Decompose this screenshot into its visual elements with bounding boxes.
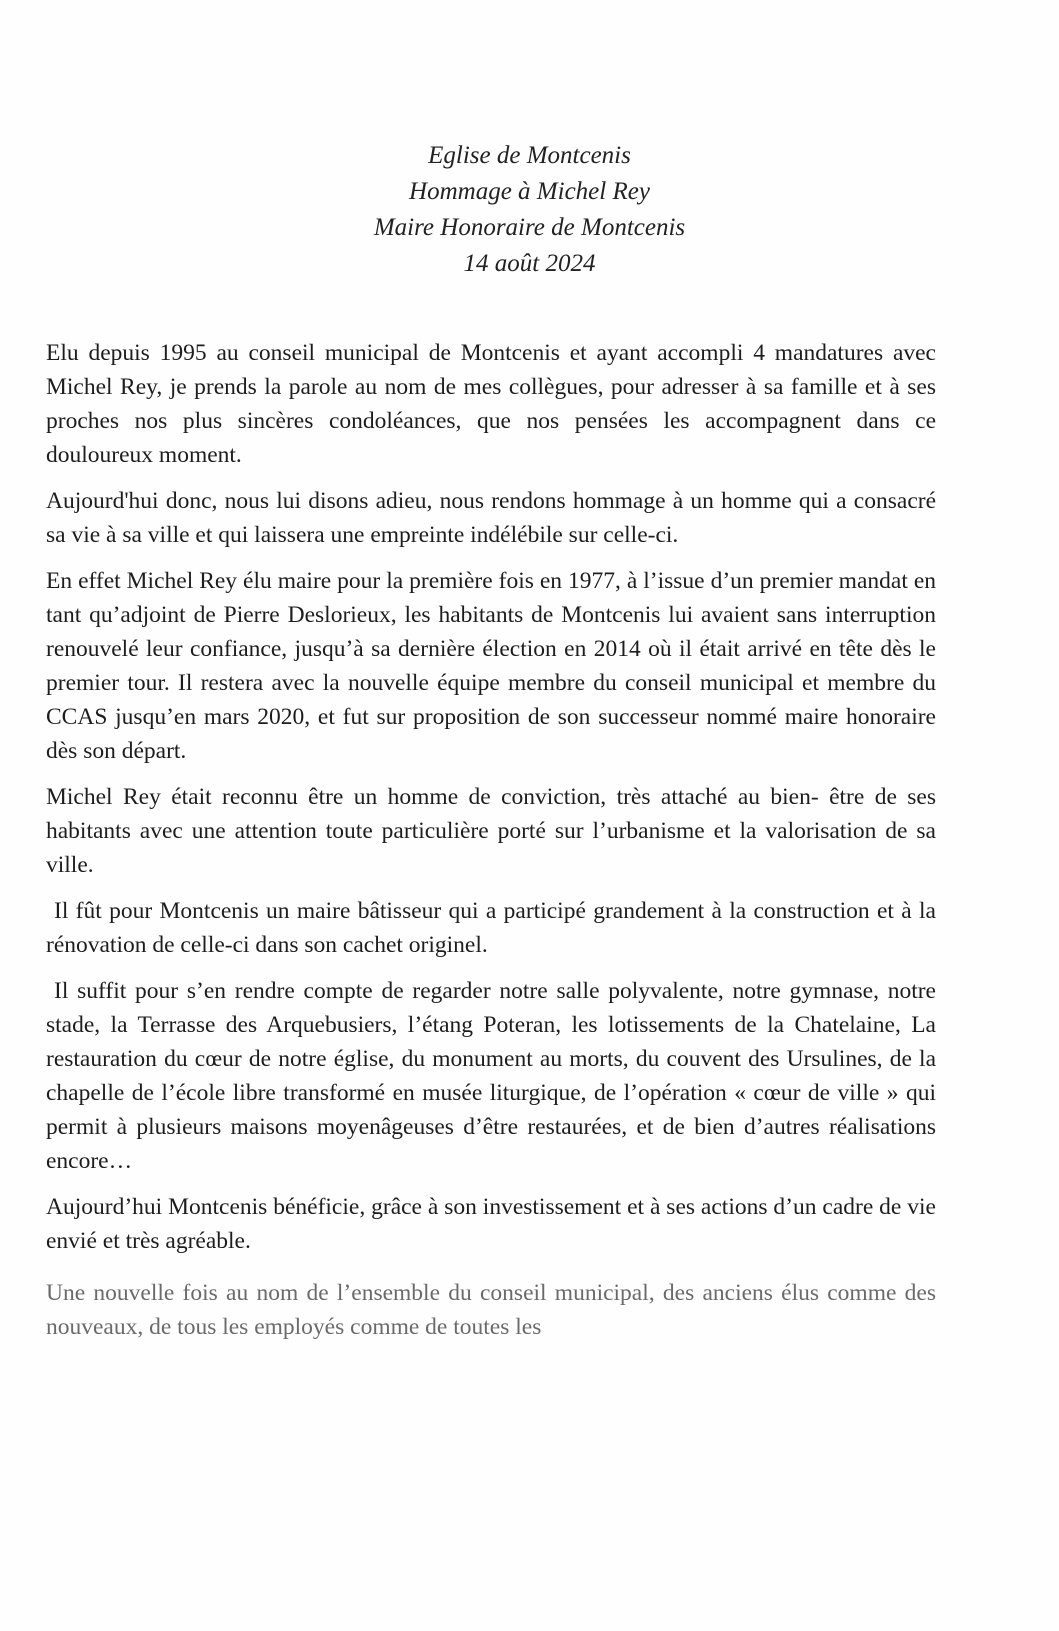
paragraph-condolences: Elu depuis 1995 au conseil municipal de Montcenis et ayant accompli 4 mandatures avec Michel Rey, je prends la parole au nom de mes collègues, pour adresser à sa famille et à ses proches nos plus sincères condoléances, que nos pensées les accompagnent dans ce douloureux moment. <box>46 340 936 468</box>
header-title-line: Maire Honoraire de Montcenis <box>373 214 686 241</box>
header-church-line: Eglise de Montcenis <box>428 142 631 169</box>
paragraph-conviction: Michel Rey était reconnu être un homme de conviction, très attaché au bien- être de ses habitants avec une attention toute particulière porté sur l’urbanisme et la valorisation de sa ville. <box>46 784 936 878</box>
document-header <box>0 138 1059 282</box>
paragraph-builder: Il fût pour Montcenis un maire bâtisseur qui a participé grandement à la construction et à la rénovation de celle-ci dans son cachet originel. <box>46 898 936 958</box>
paragraph-closing: Une nouvelle fois au nom de l’ensemble du conseil municipal, des anciens élus comme des nouveaux, de tous les employés comme de toutes les <box>46 1280 936 1340</box>
header-date-line: 14 août 2024 <box>463 250 596 277</box>
paragraph-achievements: Il suffit pour s’en rendre compte de regarder notre salle polyvalente, notre gymnase, notre stade, la Terrasse des Arquebusiers, l’étang Poteran, les lotissements de la Chatelaine, La restauration du cœur de notre église, du monument au morts, du couvent des Ursulines, de la chapelle de l’école libre transformé en musée liturgique, de l’opération « cœur de ville » qui permit à plusieurs maisons moyenâgeuses d’être restaurées, et de bien d’autres réalisations encore… <box>46 978 936 1174</box>
paragraph-farewell: Aujourd'hui donc, nous lui disons adieu, nous rendons hommage à un homme qui a consacré sa vie à sa ville et qui laissera une empreinte indélébile sur celle-ci. <box>46 488 936 548</box>
document-body <box>46 336 936 1356</box>
paragraph-quality-of-life: Aujourd’hui Montcenis bénéficie, grâce à son investissement et à ses actions d’un cadre de vie envié et très agréable. <box>46 1194 936 1254</box>
header-tribute-line: Hommage à Michel Rey <box>409 178 650 205</box>
paragraph-career: En effet Michel Rey élu maire pour la première fois en 1977, à l’issue d’un premier mandat en tant qu’adjoint de Pierre Deslorieux, les habitants de Montcenis lui avaient sans interruption renouvelé leur confiance, jusqu’à sa dernière élection en 2014 où il était arrivé en tête dès le premier tour. Il restera avec la nouvelle équipe membre du conseil municipal et membre du CCAS jusqu’en mars 2020, et fut sur proposition de son successeur nommé maire honoraire dès son départ. <box>46 568 936 764</box>
